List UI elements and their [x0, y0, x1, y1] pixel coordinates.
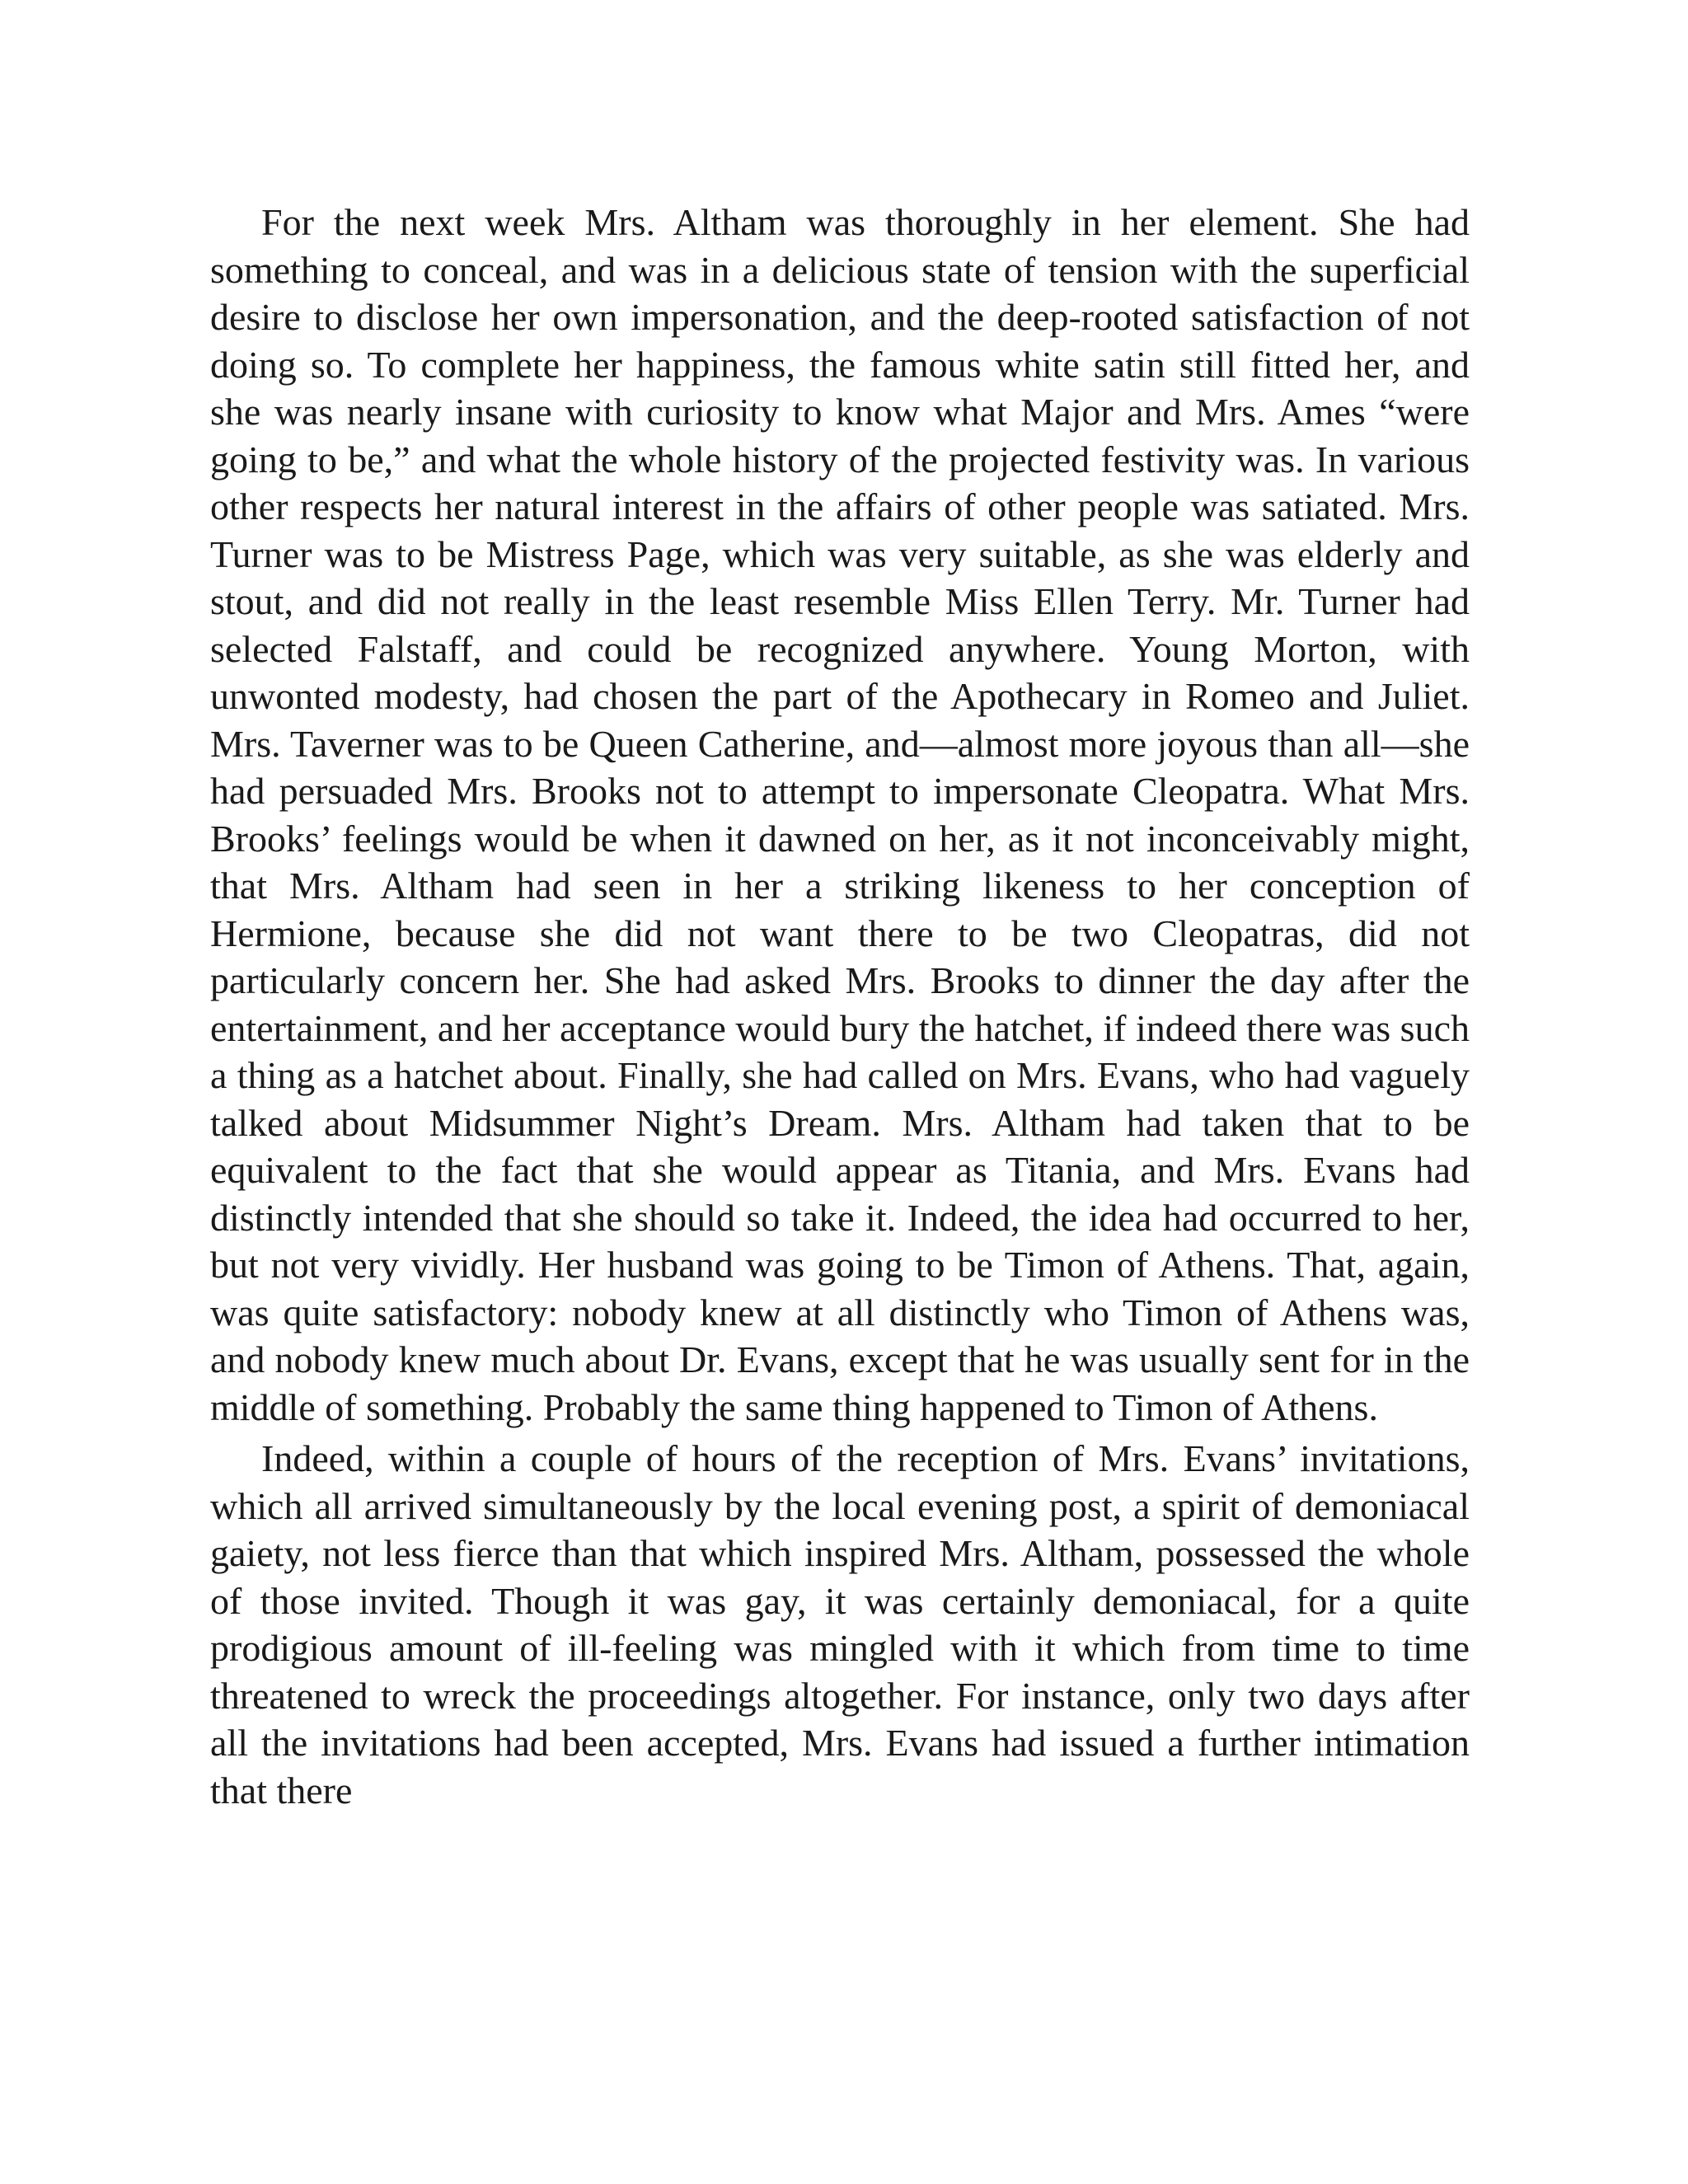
- paragraph-1: For the next week Mrs. Altham was thoroughly in her element. She had something to conceal, and was in a delicious state of tension with the superficial desire to disclose her own impersonation, and the deep-rooted satisfaction of not doing so. To complete her happiness, the famous white satin still fitted her, and she was nearly insane with curiosity to know what Major and Mrs. Ames “were going to be,” and what the whole history of the projected festivity was. In various other respects her natural interest in the affairs of other people was satiated. Mrs. Turner was to be Mistress Page, which was very suitable, as she was elderly and stout, and did not really in the least resemble Miss Ellen Terry. Mr. Turner had selected Falstaff, and could be recognized anywhere. Young Morton, with unwonted modesty, had chosen the part of the Apothecary in Romeo and Juliet. Mrs. Taverner was to be Queen Catherine, and—almost more joyous than all—she had persuaded Mrs. Brooks not to attempt to impersonate Cleopatra. What Mrs. Brooks’ feelings would be when it dawned on her, as it not inconceivably might, that Mrs. Altham had seen in her a striking likeness to her conception of Hermione, because she did not want there to be two Cleopatras, did not particularly concern her. She had asked Mrs. Brooks to dinner the day after the entertainment, and her acceptance would bury the hatchet, if indeed there was such a thing as a hatchet about. Finally, she had called on Mrs. Evans, who had vaguely talked about Midsummer Night’s Dream. Mrs. Altham had taken that to be equivalent to the fact that she would appear as Titania, and Mrs. Evans had distinctly intended that she should so take it. Indeed, the idea had occurred to her, but not very vividly. Her husband was going to be Timon of Athens. That, again, was quite satisfactory: nobody knew at all distinctly who Timon of Athens was, and nobody knew much about Dr. Evans, except that he was usually sent for in the middle of something. Probably the same thing happened to Timon of Athens.: [210, 201, 1470, 1428]
- body-text: [210, 199, 1470, 1818]
- paragraph-2: Indeed, within a couple of hours of the reception of Mrs. Evans’ invitations, which all arrived simultaneously by the local evening post, a spirit of demoniacal gaiety, not less fierce than that which inspired Mrs. Altham, possessed the whole of those invited. Though it was gay, it was certainly demoniacal, for a quite prodigious amount of ill-feeling was mingled with it which from time to time threatened to wreck the proceedings altogether. For instance, only two days after all the invitations had been accepted, Mrs. Evans had issued a further intimation that there: [210, 1437, 1470, 1811]
